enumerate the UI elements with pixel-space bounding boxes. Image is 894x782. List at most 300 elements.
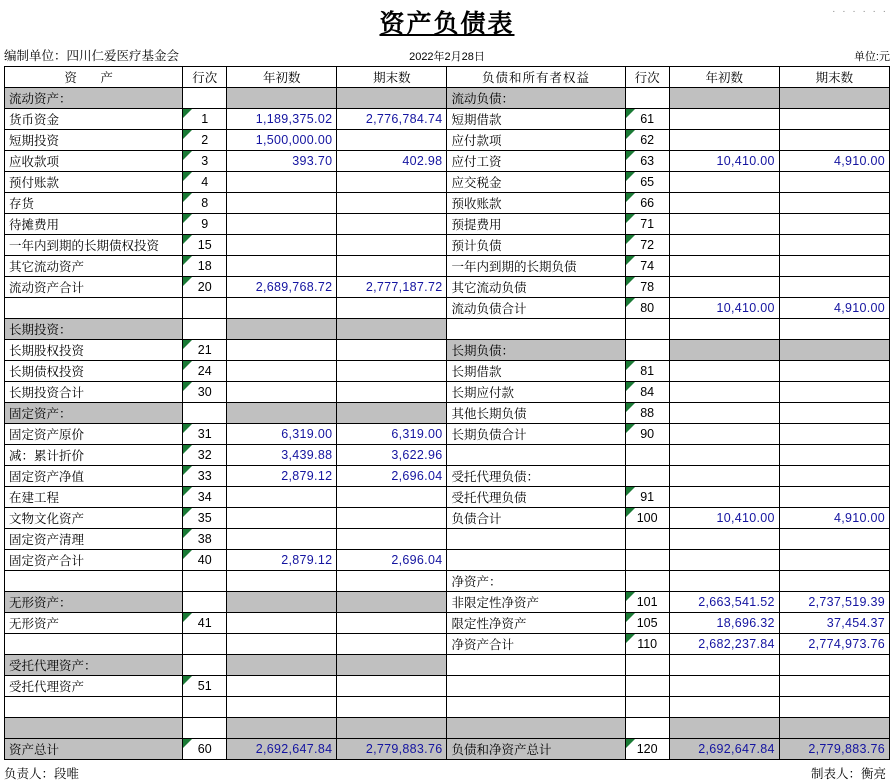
liability-row-number xyxy=(625,319,669,340)
liability-item-label: 长期负债： xyxy=(447,340,625,361)
liability-item-label xyxy=(447,445,625,466)
liability-row-number: 81 xyxy=(625,361,669,382)
asset-item-label: 受托代理资产 xyxy=(5,676,183,697)
table-row xyxy=(5,235,890,256)
liability-item-label: 净资产合计 xyxy=(447,634,625,655)
liability-end-value: 4,910.00 xyxy=(779,508,889,529)
liability-item-label: 受托代理负债 xyxy=(447,487,625,508)
asset-end-value xyxy=(337,235,447,256)
liability-row-number: 120 xyxy=(625,739,669,760)
asset-item-label: 固定资产原价 xyxy=(5,424,183,445)
asset-begin-value xyxy=(227,634,337,655)
liability-row-number xyxy=(625,550,669,571)
currency-unit: 单位:元 xyxy=(853,51,890,63)
table-row xyxy=(5,319,890,340)
table-row xyxy=(5,172,890,193)
liability-row-number xyxy=(625,529,669,550)
liability-item-label: 限定性净资产 xyxy=(447,613,625,634)
liability-row-number xyxy=(625,697,669,718)
table-row xyxy=(5,634,890,655)
asset-item-label: 一年内到期的长期债权投资 xyxy=(5,235,183,256)
liability-begin-value xyxy=(669,361,779,382)
asset-end-value xyxy=(337,172,447,193)
asset-item-label: 长期债权投资 xyxy=(5,361,183,382)
liability-row-number xyxy=(625,718,669,739)
table-row xyxy=(5,445,890,466)
page-title: 资产负债表 xyxy=(379,11,515,38)
liability-end-value xyxy=(779,550,889,571)
table-body xyxy=(5,88,890,760)
table-row xyxy=(5,277,890,298)
liability-end-value xyxy=(779,655,889,676)
table-head xyxy=(5,67,890,88)
liability-item-label: 长期负债合计 xyxy=(447,424,625,445)
liability-item-label: 应付工资 xyxy=(447,151,625,172)
asset-item-label xyxy=(5,298,183,319)
asset-row-number: 34 xyxy=(183,487,227,508)
asset-end-value xyxy=(337,613,447,634)
table-row xyxy=(5,151,890,172)
asset-item-label: 其它流动资产 xyxy=(5,256,183,277)
liability-begin-value: 10,410.00 xyxy=(669,151,779,172)
asset-begin-value xyxy=(227,676,337,697)
asset-row-number: 24 xyxy=(183,361,227,382)
liability-row-number: 100 xyxy=(625,508,669,529)
col-asset: 资 产 xyxy=(5,67,183,88)
liability-begin-value xyxy=(669,466,779,487)
asset-row-number: 41 xyxy=(183,613,227,634)
liability-end-value xyxy=(779,130,889,151)
asset-end-value xyxy=(337,529,447,550)
liability-begin-value xyxy=(669,88,779,109)
asset-end-value xyxy=(337,382,447,403)
asset-begin-value xyxy=(227,529,337,550)
liability-item-label xyxy=(447,718,625,739)
table-row xyxy=(5,487,890,508)
table-row xyxy=(5,361,890,382)
balance-sheet-table xyxy=(4,66,890,760)
table-row xyxy=(5,529,890,550)
asset-item-label: 资产总计 xyxy=(5,739,183,760)
asset-row-number xyxy=(183,655,227,676)
liability-begin-value xyxy=(669,277,779,298)
table-row xyxy=(5,130,890,151)
liability-row-number: 90 xyxy=(625,424,669,445)
liability-item-label: 负债和净资产总计 xyxy=(447,739,625,760)
liability-row-number: 105 xyxy=(625,613,669,634)
asset-row-number xyxy=(183,319,227,340)
liability-row-number: 84 xyxy=(625,382,669,403)
asset-begin-value xyxy=(227,361,337,382)
col-liability: 负债和所有者权益 xyxy=(447,67,625,88)
asset-item-label: 无形资产： xyxy=(5,592,183,613)
asset-item-label: 应收款项 xyxy=(5,151,183,172)
asset-begin-value xyxy=(227,214,337,235)
liability-row-number: 74 xyxy=(625,256,669,277)
liability-item-label xyxy=(447,655,625,676)
liability-item-label: 非限定性净资产 xyxy=(447,592,625,613)
asset-begin-value xyxy=(227,487,337,508)
liability-begin-value xyxy=(669,130,779,151)
liability-row-number: 62 xyxy=(625,130,669,151)
table-row xyxy=(5,592,890,613)
liability-end-value xyxy=(779,382,889,403)
col-begin-right: 年初数 xyxy=(669,67,779,88)
asset-item-label: 减：累计折价 xyxy=(5,445,183,466)
table-row xyxy=(5,193,890,214)
asset-end-value xyxy=(337,88,447,109)
asset-item-label xyxy=(5,571,183,592)
asset-row-number: 51 xyxy=(183,676,227,697)
asset-end-value xyxy=(337,403,447,424)
asset-begin-value: 2,879.12 xyxy=(227,550,337,571)
liability-end-value xyxy=(779,277,889,298)
table-row xyxy=(5,424,890,445)
asset-row-number: 3 xyxy=(183,151,227,172)
liability-begin-value xyxy=(669,529,779,550)
liability-end-value xyxy=(779,424,889,445)
liability-begin-value xyxy=(669,172,779,193)
asset-row-number xyxy=(183,403,227,424)
liability-item-label: 预提费用 xyxy=(447,214,625,235)
asset-end-value xyxy=(337,361,447,382)
asset-begin-value xyxy=(227,403,337,424)
table-row xyxy=(5,571,890,592)
asset-row-number: 38 xyxy=(183,529,227,550)
meta-row xyxy=(0,40,894,66)
liability-end-value xyxy=(779,676,889,697)
liability-end-value xyxy=(779,697,889,718)
liability-begin-value: 2,692,647.84 xyxy=(669,739,779,760)
liability-end-value: 2,779,883.76 xyxy=(779,739,889,760)
asset-item-label: 固定资产合计 xyxy=(5,550,183,571)
col-begin-left: 年初数 xyxy=(227,67,337,88)
asset-begin-value: 2,692,647.84 xyxy=(227,739,337,760)
asset-end-value: 2,696.04 xyxy=(337,550,447,571)
table-row xyxy=(5,676,890,697)
liability-item-label xyxy=(447,319,625,340)
preparing-unit: 编制单位：四川仁爱医疗基金会 xyxy=(4,49,180,63)
asset-begin-value xyxy=(227,382,337,403)
asset-row-number: 8 xyxy=(183,193,227,214)
asset-row-number xyxy=(183,697,227,718)
liability-begin-value xyxy=(669,256,779,277)
liability-begin-value xyxy=(669,424,779,445)
asset-end-value xyxy=(337,655,447,676)
asset-row-number xyxy=(183,298,227,319)
liability-end-value: 2,774,973.76 xyxy=(779,634,889,655)
asset-row-number: 20 xyxy=(183,277,227,298)
liability-begin-value xyxy=(669,655,779,676)
liability-row-number xyxy=(625,88,669,109)
asset-begin-value xyxy=(227,592,337,613)
liability-row-number: 63 xyxy=(625,151,669,172)
liability-row-number: 72 xyxy=(625,235,669,256)
asset-item-label: 货币资金 xyxy=(5,109,183,130)
liability-end-value xyxy=(779,718,889,739)
asset-begin-value: 393.70 xyxy=(227,151,337,172)
asset-row-number: 30 xyxy=(183,382,227,403)
asset-item-label: 存货 xyxy=(5,193,183,214)
liability-begin-value: 2,682,237.84 xyxy=(669,634,779,655)
asset-row-number: 31 xyxy=(183,424,227,445)
asset-begin-value xyxy=(227,718,337,739)
liability-row-number: 78 xyxy=(625,277,669,298)
asset-row-number: 9 xyxy=(183,214,227,235)
liability-row-number: 101 xyxy=(625,592,669,613)
asset-item-label xyxy=(5,634,183,655)
table-row xyxy=(5,298,890,319)
asset-begin-value xyxy=(227,193,337,214)
liability-item-label: 其它流动负债 xyxy=(447,277,625,298)
table-row xyxy=(5,403,890,424)
asset-row-number xyxy=(183,571,227,592)
asset-begin-value xyxy=(227,697,337,718)
liability-begin-value xyxy=(669,697,779,718)
col-rowno-left: 行次 xyxy=(183,67,227,88)
asset-row-number: 15 xyxy=(183,235,227,256)
asset-item-label: 固定资产： xyxy=(5,403,183,424)
table-row xyxy=(5,214,890,235)
asset-end-value xyxy=(337,319,447,340)
liability-end-value xyxy=(779,193,889,214)
table-row xyxy=(5,718,890,739)
asset-begin-value xyxy=(227,88,337,109)
liability-end-value: 2,737,519.39 xyxy=(779,592,889,613)
asset-end-value xyxy=(337,718,447,739)
liability-end-value xyxy=(779,487,889,508)
liability-end-value xyxy=(779,466,889,487)
liability-end-value xyxy=(779,340,889,361)
liability-begin-value xyxy=(669,403,779,424)
liability-row-number xyxy=(625,466,669,487)
liability-end-value xyxy=(779,235,889,256)
liability-end-value xyxy=(779,319,889,340)
asset-item-label: 无形资产 xyxy=(5,613,183,634)
asset-begin-value: 6,319.00 xyxy=(227,424,337,445)
liability-item-label xyxy=(447,550,625,571)
liability-row-number: 61 xyxy=(625,109,669,130)
asset-row-number: 33 xyxy=(183,466,227,487)
report-date: 2022年2月28日 xyxy=(409,51,485,63)
liability-begin-value xyxy=(669,487,779,508)
asset-row-number: 21 xyxy=(183,340,227,361)
asset-item-label: 长期股权投资 xyxy=(5,340,183,361)
asset-item-label: 流动资产合计 xyxy=(5,277,183,298)
liability-item-label: 预计负债 xyxy=(447,235,625,256)
col-end-left: 期末数 xyxy=(337,67,447,88)
asset-begin-value xyxy=(227,256,337,277)
liability-item-label: 流动负债： xyxy=(447,88,625,109)
asset-end-value: 2,777,187.72 xyxy=(337,277,447,298)
asset-end-value xyxy=(337,214,447,235)
liability-end-value: 4,910.00 xyxy=(779,151,889,172)
liability-item-label: 负债合计 xyxy=(447,508,625,529)
liability-row-number xyxy=(625,445,669,466)
asset-end-value: 402.98 xyxy=(337,151,447,172)
asset-end-value: 3,622.96 xyxy=(337,445,447,466)
liability-end-value xyxy=(779,529,889,550)
asset-end-value xyxy=(337,592,447,613)
asset-end-value: 6,319.00 xyxy=(337,424,447,445)
asset-end-value: 2,696.04 xyxy=(337,466,447,487)
asset-end-value xyxy=(337,487,447,508)
liability-row-number: 91 xyxy=(625,487,669,508)
table-row xyxy=(5,613,890,634)
liability-begin-value xyxy=(669,550,779,571)
asset-row-number: 32 xyxy=(183,445,227,466)
liability-begin-value xyxy=(669,193,779,214)
liability-row-number xyxy=(625,655,669,676)
table-row xyxy=(5,340,890,361)
asset-begin-value xyxy=(227,340,337,361)
liability-end-value xyxy=(779,571,889,592)
liability-item-label xyxy=(447,697,625,718)
asset-item-label: 待摊费用 xyxy=(5,214,183,235)
liability-begin-value xyxy=(669,214,779,235)
asset-row-number xyxy=(183,634,227,655)
liability-end-value xyxy=(779,256,889,277)
table-row xyxy=(5,655,890,676)
liability-begin-value xyxy=(669,676,779,697)
liability-item-label: 其他长期负债 xyxy=(447,403,625,424)
table-row xyxy=(5,550,890,571)
table-row xyxy=(5,697,890,718)
liability-end-value: 4,910.00 xyxy=(779,298,889,319)
asset-end-value xyxy=(337,697,447,718)
asset-end-value xyxy=(337,634,447,655)
liability-row-number: 110 xyxy=(625,634,669,655)
table-row xyxy=(5,739,890,760)
liability-item-label: 长期借款 xyxy=(447,361,625,382)
liability-begin-value: 2,663,541.52 xyxy=(669,592,779,613)
asset-end-value xyxy=(337,298,447,319)
liability-item-label: 受托代理负债： xyxy=(447,466,625,487)
liability-item-label: 应交税金 xyxy=(447,172,625,193)
liability-row-number xyxy=(625,676,669,697)
liability-item-label xyxy=(447,676,625,697)
asset-begin-value: 1,189,375.02 xyxy=(227,109,337,130)
asset-begin-value xyxy=(227,172,337,193)
liability-item-label: 预收账款 xyxy=(447,193,625,214)
asset-item-label: 固定资产清理 xyxy=(5,529,183,550)
header-row xyxy=(5,67,890,88)
asset-end-value: 2,779,883.76 xyxy=(337,739,447,760)
asset-item-label xyxy=(5,718,183,739)
asset-item-label xyxy=(5,697,183,718)
table-row xyxy=(5,508,890,529)
asset-begin-value xyxy=(227,655,337,676)
asset-item-label: 短期投资 xyxy=(5,130,183,151)
asset-row-number xyxy=(183,718,227,739)
liability-row-number: 88 xyxy=(625,403,669,424)
liability-end-value xyxy=(779,214,889,235)
asset-begin-value xyxy=(227,319,337,340)
asset-begin-value xyxy=(227,508,337,529)
asset-end-value xyxy=(337,193,447,214)
table-row xyxy=(5,466,890,487)
asset-item-label: 长期投资： xyxy=(5,319,183,340)
asset-end-value xyxy=(337,130,447,151)
asset-begin-value xyxy=(227,571,337,592)
asset-end-value xyxy=(337,340,447,361)
asset-row-number: 2 xyxy=(183,130,227,151)
asset-row-number: 40 xyxy=(183,550,227,571)
liability-item-label: 应付款项 xyxy=(447,130,625,151)
liability-row-number: 65 xyxy=(625,172,669,193)
asset-item-label: 受托代理资产： xyxy=(5,655,183,676)
col-end-right: 期末数 xyxy=(779,67,889,88)
liability-row-number xyxy=(625,340,669,361)
asset-begin-value: 2,689,768.72 xyxy=(227,277,337,298)
corner-dots: · · · · · · xyxy=(832,6,888,17)
liability-item-label: 一年内到期的长期负债 xyxy=(447,256,625,277)
liability-row-number: 66 xyxy=(625,193,669,214)
liability-row-number: 80 xyxy=(625,298,669,319)
liability-end-value: 37,454.37 xyxy=(779,613,889,634)
liability-end-value xyxy=(779,403,889,424)
asset-item-label: 文物文化资产 xyxy=(5,508,183,529)
liability-begin-value xyxy=(669,235,779,256)
asset-begin-value xyxy=(227,235,337,256)
asset-end-value: 2,776,784.74 xyxy=(337,109,447,130)
liability-begin-value xyxy=(669,718,779,739)
liability-begin-value xyxy=(669,319,779,340)
liability-begin-value xyxy=(669,340,779,361)
asset-item-label: 在建工程 xyxy=(5,487,183,508)
table-row xyxy=(5,382,890,403)
liability-item-label: 流动负债合计 xyxy=(447,298,625,319)
liability-begin-value xyxy=(669,445,779,466)
asset-end-value xyxy=(337,676,447,697)
asset-end-value xyxy=(337,256,447,277)
table-row xyxy=(5,109,890,130)
liability-item-label: 长期应付款 xyxy=(447,382,625,403)
asset-end-value xyxy=(337,508,447,529)
liability-end-value xyxy=(779,361,889,382)
liability-begin-value xyxy=(669,109,779,130)
responsible-person: 负责人：段唯 xyxy=(4,767,80,781)
asset-begin-value: 3,439.88 xyxy=(227,445,337,466)
asset-row-number xyxy=(183,592,227,613)
col-rowno-right: 行次 xyxy=(625,67,669,88)
asset-row-number: 4 xyxy=(183,172,227,193)
asset-row-number: 35 xyxy=(183,508,227,529)
liability-begin-value: 10,410.00 xyxy=(669,298,779,319)
asset-begin-value xyxy=(227,298,337,319)
liability-item-label: 短期借款 xyxy=(447,109,625,130)
liability-end-value xyxy=(779,88,889,109)
liability-item-label xyxy=(447,529,625,550)
liability-begin-value xyxy=(669,571,779,592)
liability-begin-value xyxy=(669,382,779,403)
asset-row-number: 18 xyxy=(183,256,227,277)
asset-item-label: 固定资产净值 xyxy=(5,466,183,487)
asset-begin-value: 2,879.12 xyxy=(227,466,337,487)
liability-item-label: 净资产： xyxy=(447,571,625,592)
asset-row-number xyxy=(183,88,227,109)
maker-person: 制表人：衡亮 xyxy=(810,767,886,781)
table-row xyxy=(5,88,890,109)
asset-row-number: 60 xyxy=(183,739,227,760)
liability-row-number xyxy=(625,571,669,592)
liability-end-value xyxy=(779,109,889,130)
liability-end-value xyxy=(779,172,889,193)
footer xyxy=(0,760,894,782)
liability-begin-value: 10,410.00 xyxy=(669,508,779,529)
asset-item-label: 长期投资合计 xyxy=(5,382,183,403)
table-row xyxy=(5,256,890,277)
